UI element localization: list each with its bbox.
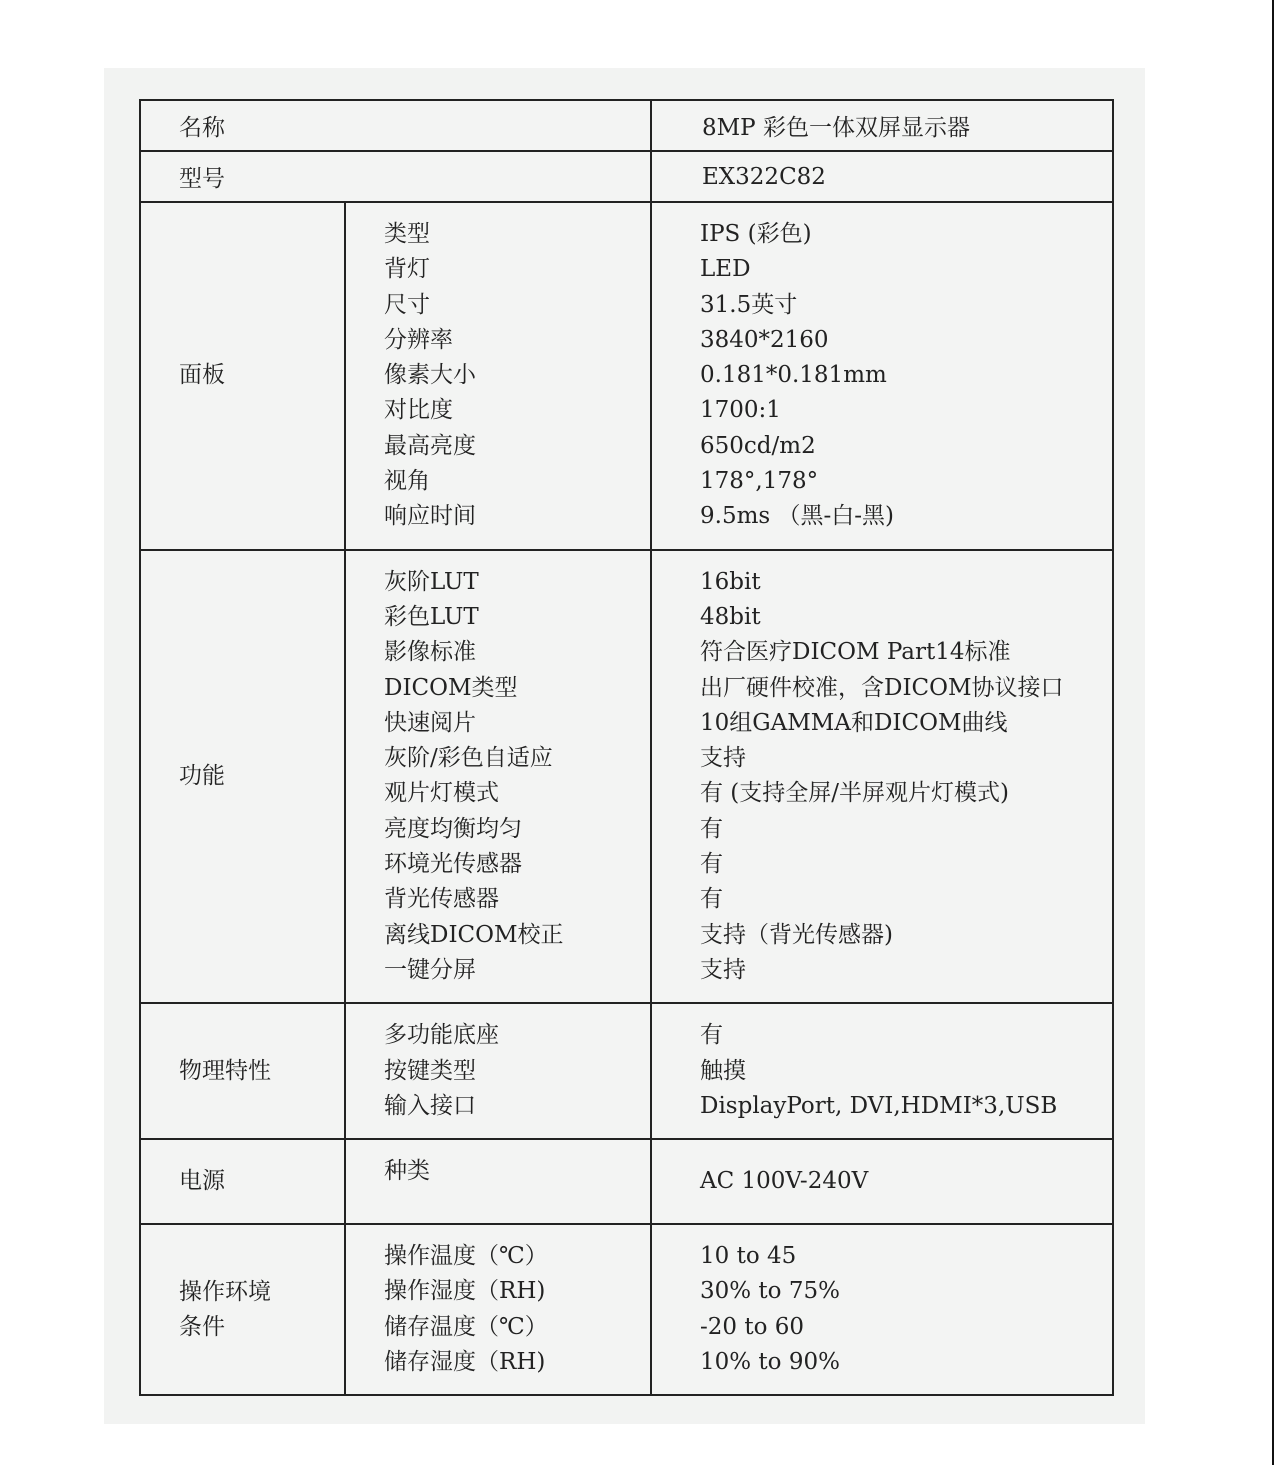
group-panel [140,202,1113,550]
spec-key: 类型 [384,221,430,247]
spec-key: 像素大小 [384,362,476,389]
spec-key: 背灯 [384,256,430,283]
spec-key: 操作湿度（RH) [384,1278,546,1305]
group-power [140,1139,1113,1224]
spec-value: IPS (彩色) [700,221,812,247]
row-model [140,151,1113,202]
group-title: 物理特性 [140,1003,345,1139]
spec-value: 有 [700,886,723,913]
spec-value: 有 (支持全屏/半屏观片灯模式) [700,780,1010,807]
group-title: 面板 [140,202,345,550]
spec-key: 快速阅片 [384,709,476,736]
spec-value: DisplayPort, DVI,HDMI*3,USB [700,1092,1058,1119]
spec-value: 9.5ms （黑-白-黑) [700,503,895,530]
spec-value: 30% to 75% [700,1278,840,1305]
spec-value: 有 [700,1022,723,1049]
label-model: 型号 [140,151,651,202]
spec-key: 彩色LUT [384,603,479,630]
spec-value: 10 to 45 [700,1243,797,1270]
spec-value: 10% to 90% [700,1349,840,1376]
spec-key: 灰阶LUT [384,568,479,595]
spec-value: 178°,178° [700,468,819,495]
page-edge-line [1272,0,1274,1465]
spec-value: 650cd/m2 [700,432,816,459]
spec-key: 分辨率 [384,326,453,353]
group-values [651,1224,1113,1395]
row-name [140,100,1113,151]
group-keys [345,550,651,1004]
group-values [651,202,1113,550]
spec-value: 有 [700,851,723,878]
group-values [651,1003,1113,1139]
spec-value: 31.5英寸 [700,291,798,318]
group-physical [140,1003,1113,1139]
group-features [140,550,1113,1004]
spec-key: 灰阶/彩色自适应 [384,745,553,772]
group-keys [345,202,651,550]
spec-key: 储存湿度（RH) [384,1349,546,1376]
spec-value: AC 100V-240V [700,1167,869,1194]
group-title: 电源 [140,1139,345,1224]
spec-value: 出厂硬件校准，含DICOM协议接口 [700,674,1064,701]
spec-value: 有 [700,815,723,842]
spec-value: 48bit [700,603,761,630]
spec-key: 尺寸 [384,291,430,318]
spec-value: LED [700,256,751,283]
spec-value: 1700:1 [700,397,781,424]
spec-value: -20 to 60 [700,1313,805,1340]
label-name: 名称 [140,100,651,151]
spec-key: 离线DICOM校正 [384,921,564,948]
spec-key: 种类 [384,1158,430,1185]
spec-key: 环境光传感器 [384,851,522,878]
spec-key: 一键分屏 [384,956,476,983]
spec-key: 视角 [384,468,430,495]
group-environment [140,1224,1113,1395]
spec-key: 多功能底座 [384,1022,499,1049]
spec-value: 0.181*0.181mm [700,362,887,389]
spec-value: 10组GAMMA和DICOM曲线 [700,709,1008,736]
group-values [651,550,1113,1004]
spec-key: 响应时间 [384,503,476,530]
spec-key: 背光传感器 [384,886,499,913]
group-keys [345,1139,651,1224]
spec-table [139,99,1114,1396]
group-title: 功能 [140,550,345,1004]
spec-key: 储存温度（℃） [384,1313,548,1340]
spec-value: 3840*2160 [700,326,829,353]
spec-key: 最高亮度 [384,432,476,459]
group-keys [345,1224,651,1395]
spec-key: 输入接口 [384,1092,476,1119]
spec-value: 支持 [700,745,746,772]
value-name: 8MP 彩色一体双屏显示器 [651,100,1113,151]
spec-value: 触摸 [700,1057,746,1084]
group-keys [345,1003,651,1139]
spec-key: 操作温度（℃） [384,1243,548,1270]
spec-key: 观片灯模式 [384,780,499,807]
spec-value: 支持 [700,956,746,983]
spec-key: 影像标准 [384,639,476,666]
value-model: EX322C82 [651,151,1113,202]
spec-value: 支持（背光传感器) [700,921,893,948]
spec-key: 对比度 [384,397,453,424]
spec-key: 亮度均衡均匀 [384,815,522,842]
group-values [651,1139,1113,1224]
group-title: 操作环境 条件 [140,1224,345,1395]
spec-value: 16bit [700,568,761,595]
spec-key: 按键类型 [384,1057,476,1084]
spec-key: DICOM类型 [384,674,518,701]
spec-value: 符合医疗DICOM Part14标准 [700,639,1011,666]
